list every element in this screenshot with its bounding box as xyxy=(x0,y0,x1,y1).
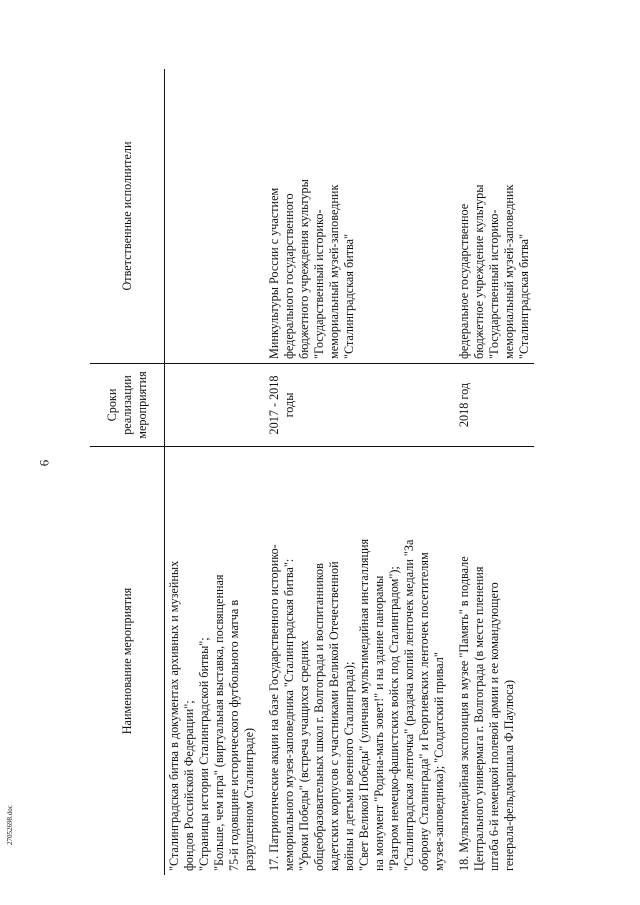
document-code: 27052698.doc xyxy=(6,805,14,845)
event-responsible-line: Минкультуры России с участием xyxy=(267,187,281,359)
continuation-text-line: 75-й годовщине исторического футбольного матча в xyxy=(227,599,241,871)
event-period-line: 2017 - 2018 xyxy=(267,375,281,435)
table-body xyxy=(165,69,535,875)
events-table-container xyxy=(90,95,560,875)
event-name-line: мемориального музея-заповедника "Сталинградская битва": xyxy=(282,558,296,871)
event-responsible-line: мемориальный музей-заповедник xyxy=(327,184,341,359)
event-responsible-line: федеральное государственное xyxy=(457,203,471,359)
continuation-text-line: "Сталинградская битва в документах архивных и музейных xyxy=(167,560,181,871)
event-period-cell xyxy=(259,364,449,447)
event-responsible-line: "Сталинградская битва" xyxy=(342,234,356,359)
event-name-line: "Уроки Победы" (встреча учащихся средних xyxy=(297,640,311,871)
event-name-line: войны и детьми военного Сталинграда); xyxy=(342,661,356,871)
event-responsible-line: бюджетное учреждение культуры xyxy=(472,184,486,359)
event-name-line: музея-заповедника); "Солдатский привал" xyxy=(432,652,446,871)
event-period-line: годы xyxy=(282,392,296,418)
event-responsible-cell xyxy=(449,69,534,364)
event-responsible-line: мемориальный музей-заповедник xyxy=(502,184,516,359)
event-name-cell xyxy=(259,447,449,876)
event-name-line: 17. Патриотические акции на базе Государственного историко- xyxy=(267,544,281,871)
event-name-line: оборону Сталинграда" и Георгиевских ленточек посетителям xyxy=(417,552,431,871)
event-period-cell xyxy=(449,364,534,447)
event-name-line: "Разгром немецко-фашистских войск под Сталинградом"); xyxy=(387,566,401,871)
continuation-text-line: фондов Российской Федерации"; xyxy=(182,700,196,871)
event-name-line: штаба 6-й немецкой полевой армии и ее командующего xyxy=(487,582,501,871)
event-responsible-line: федерального государственного xyxy=(282,193,296,359)
event-responsible-line: бюджетного учреждения культуры xyxy=(297,179,311,359)
table-row xyxy=(259,69,449,875)
event-name-line: 18. Мультимедийная экспозиция в музее "Память" в подвале xyxy=(457,556,471,871)
continuation-period-cell xyxy=(165,364,260,447)
table-header-row xyxy=(90,69,165,875)
page-number: 6 xyxy=(36,459,52,467)
event-name-line: "Сталинградская ленточка" (раздача копий ленточек медали "За xyxy=(402,539,416,871)
event-name-line: Центрального универмага г. Волгограда (в месте пленения xyxy=(472,566,486,871)
event-name-line: "Свет Великой Победы" (уличная мультимедийная инсталляция xyxy=(357,538,371,871)
event-period-line: 2018 год xyxy=(457,382,471,428)
events-table xyxy=(90,69,534,875)
header-responsible: Ответственные исполнители xyxy=(90,69,165,364)
header-event-name: Наименование мероприятия xyxy=(90,447,165,876)
event-name-line: общеобразовательных школ г. Волгограда и воспитанников xyxy=(312,563,326,871)
continuation-text-line: разрушенном Сталинграде) xyxy=(242,727,256,871)
event-name-cell xyxy=(449,447,534,876)
event-responsible-line: "Государственный историко- xyxy=(487,209,501,359)
continuation-responsible-cell xyxy=(165,69,260,364)
continuation-text-line: "Страницы истории Сталинградской битвы"; xyxy=(197,637,211,871)
event-name-line: кадетских корпусов с участниками Великой Отечественной xyxy=(327,561,341,871)
table-row-continuation xyxy=(165,69,260,875)
event-name-line: на монумент "Родина-мать зовет!" и на здание панорамы xyxy=(372,575,386,871)
event-responsible-cell xyxy=(259,69,449,364)
table-row xyxy=(449,69,534,875)
continuation-name-cell xyxy=(165,447,260,876)
event-responsible-line: "Сталинградская битва" xyxy=(517,234,531,359)
header-period: Сроки реализации мероприятия xyxy=(90,364,165,447)
event-name-line: генерала-фельдмаршала Ф.Паулюса) xyxy=(502,679,516,871)
event-responsible-line: "Государственный историко- xyxy=(312,209,326,359)
continuation-text-line: "Больше, чем игра" (виртуальная выставка, посвященная xyxy=(212,574,226,871)
